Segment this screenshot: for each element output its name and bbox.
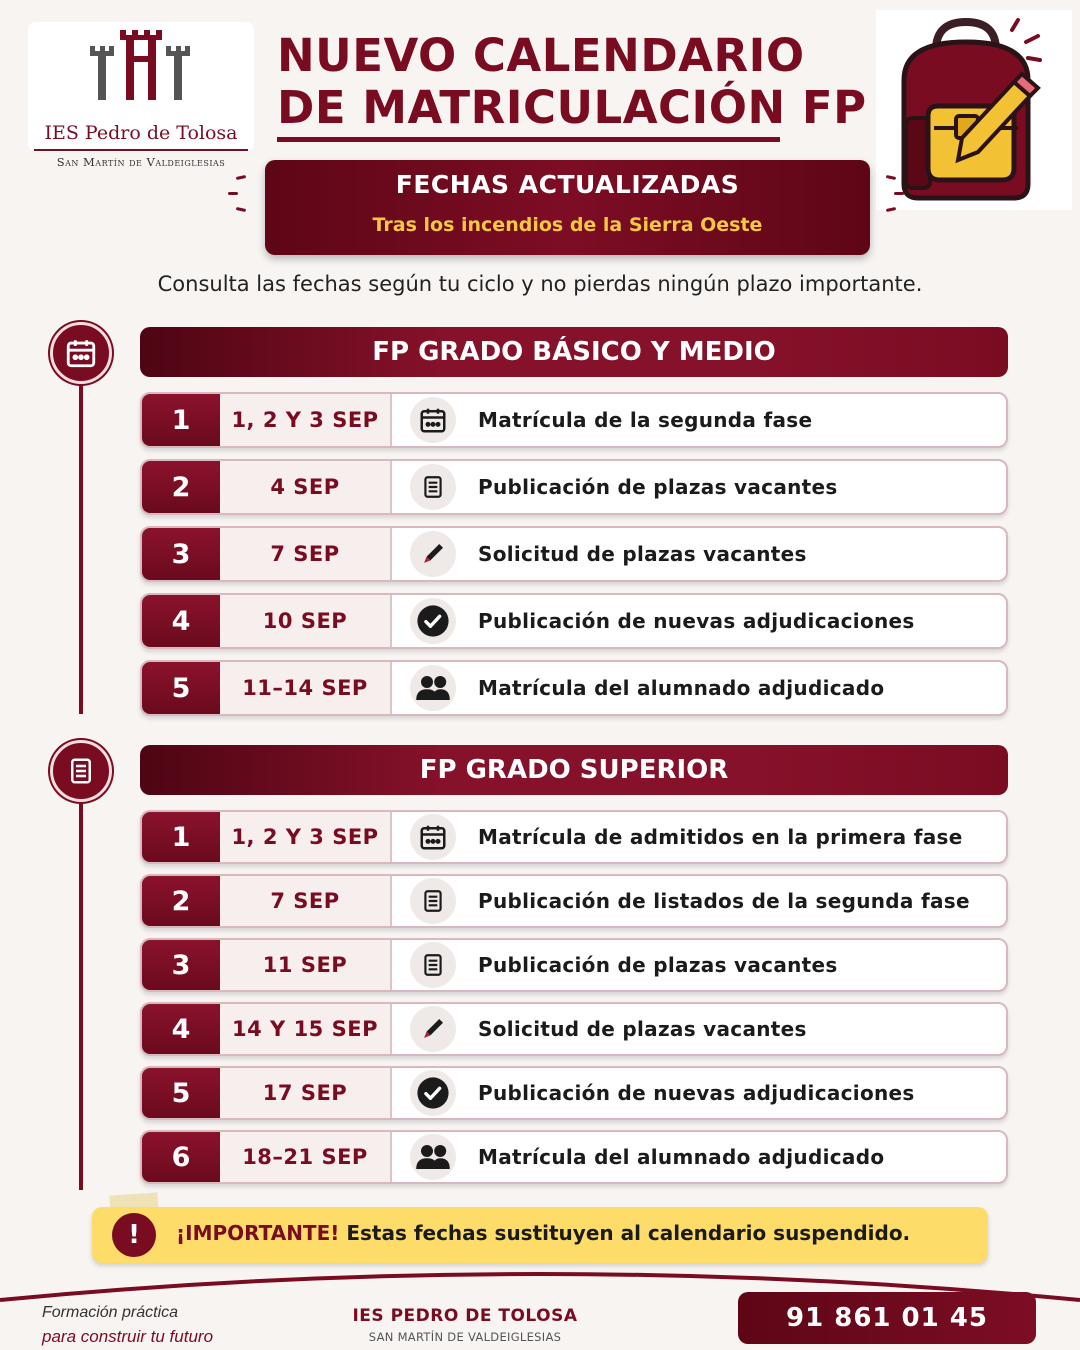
step-number: 4 [142,595,220,647]
timeline-row [140,1130,1008,1184]
step-number: 2 [142,876,220,926]
step-description: Publicación de plazas vacantes [478,953,838,977]
timeline-row [140,1002,1008,1056]
logo-town: San Martín de Valdeiglesias [56,155,226,169]
users-icon [410,665,456,711]
check-icon [410,598,456,644]
important-lead: ¡IMPORTANTE! [176,1221,340,1245]
section-calendar-icon [50,322,112,384]
banner-subtitle: Tras los incendios de la Sierra Oeste [372,214,763,236]
step-date: 14 Y 15 SEP [220,1004,392,1054]
footer-town: SAN MARTÍN DE VALDEIGLESIAS [368,1330,562,1344]
step-description: Solicitud de plazas vacantes [478,1017,807,1041]
important-notice [92,1207,988,1263]
updated-dates-banner [265,160,870,255]
timeline-row [140,593,1008,649]
decorative-spark [886,207,896,212]
title-underline [277,137,780,142]
timeline-row [140,459,1008,515]
page-title [277,30,867,134]
document-icon [410,878,456,924]
step-description: Matrícula del alumnado adjudicado [478,1145,885,1169]
step-number: 3 [142,528,220,580]
step-number: 5 [142,662,220,714]
decorative-spark [236,175,246,180]
timeline-row [140,660,1008,716]
logo-divider [34,149,248,151]
step-date: 11–14 SEP [220,662,392,714]
title-line-1: NUEVO CALENDARIO [277,29,805,82]
timeline-row [140,810,1008,864]
step-description: Solicitud de plazas vacantes [478,542,807,566]
timeline-line [79,796,83,1190]
step-description: Matrícula del alumnado adjudicado [478,676,885,700]
step-description: Matrícula de la segunda fase [478,408,813,432]
pen-icon [410,531,456,577]
users-icon [410,1134,456,1180]
important-body: Estas fechas sustituyen al calendario suspendido. [339,1221,911,1245]
document-icon [410,464,456,510]
step-date: 4 SEP [220,461,392,513]
timeline-row [140,526,1008,582]
decorative-spark [228,192,238,195]
important-text [176,1221,910,1245]
calendar-icon [410,397,456,443]
document-icon [410,942,456,988]
step-description: Publicación de nuevas adjudicaciones [478,1081,915,1105]
timeline-row [140,938,1008,992]
footer-slogan-line1: Formación práctica [42,1304,179,1321]
phone-number-button[interactable]: 91 861 01 45 [738,1292,1036,1344]
decorative-spark [236,207,246,212]
step-number: 1 [142,812,220,862]
backpack-icon [876,10,1072,210]
step-date: 10 SEP [220,595,392,647]
footer-school-name: IES PEDRO DE TOLOSA [352,1306,578,1326]
step-number: 4 [142,1004,220,1054]
footer-slogan-line2: para construir tu futuro [42,1327,214,1346]
section-superior-header: FP GRADO SUPERIOR [140,745,1008,795]
banner-title: FECHAS ACTUALIZADAS [395,170,740,199]
step-date: 7 SEP [220,528,392,580]
step-number: 1 [142,394,220,446]
castle-icon [86,26,196,122]
step-description: Matrícula de admitidos en la primera fase [478,825,963,849]
section-basico-medio-header: FP GRADO BÁSICO Y MEDIO [140,327,1008,377]
timeline-row [140,392,1008,448]
step-date: 11 SEP [220,940,392,990]
step-number: 3 [142,940,220,990]
intro-text: Consulta las fechas según tu ciclo y no pierdas ningún plazo importante. [157,272,923,296]
step-description: Publicación de plazas vacantes [478,475,838,499]
step-date: 18–21 SEP [220,1132,392,1182]
step-description: Publicación de listados de la segunda fase [478,889,970,913]
step-date: 17 SEP [220,1068,392,1118]
step-date: 1, 2 Y 3 SEP [220,394,392,446]
step-number: 5 [142,1068,220,1118]
timeline-line [79,378,83,714]
timeline-row [140,874,1008,928]
pen-icon [410,1006,456,1052]
title-line-2: DE MATRICULACIÓN FP [277,81,867,134]
backpack-illustration [876,10,1072,210]
alert-icon: ! [112,1213,156,1257]
decorative-spark [894,192,904,195]
step-date: 1, 2 Y 3 SEP [220,812,392,862]
section-document-icon [50,740,112,802]
school-logo [28,22,254,169]
check-icon [410,1070,456,1116]
timeline-row [140,1066,1008,1120]
logo-name: IES Pedro de Tolosa [44,122,238,144]
step-number: 6 [142,1132,220,1182]
step-description: Publicación de nuevas adjudicaciones [478,609,915,633]
step-date: 7 SEP [220,876,392,926]
step-number: 2 [142,461,220,513]
calendar-icon [410,814,456,860]
